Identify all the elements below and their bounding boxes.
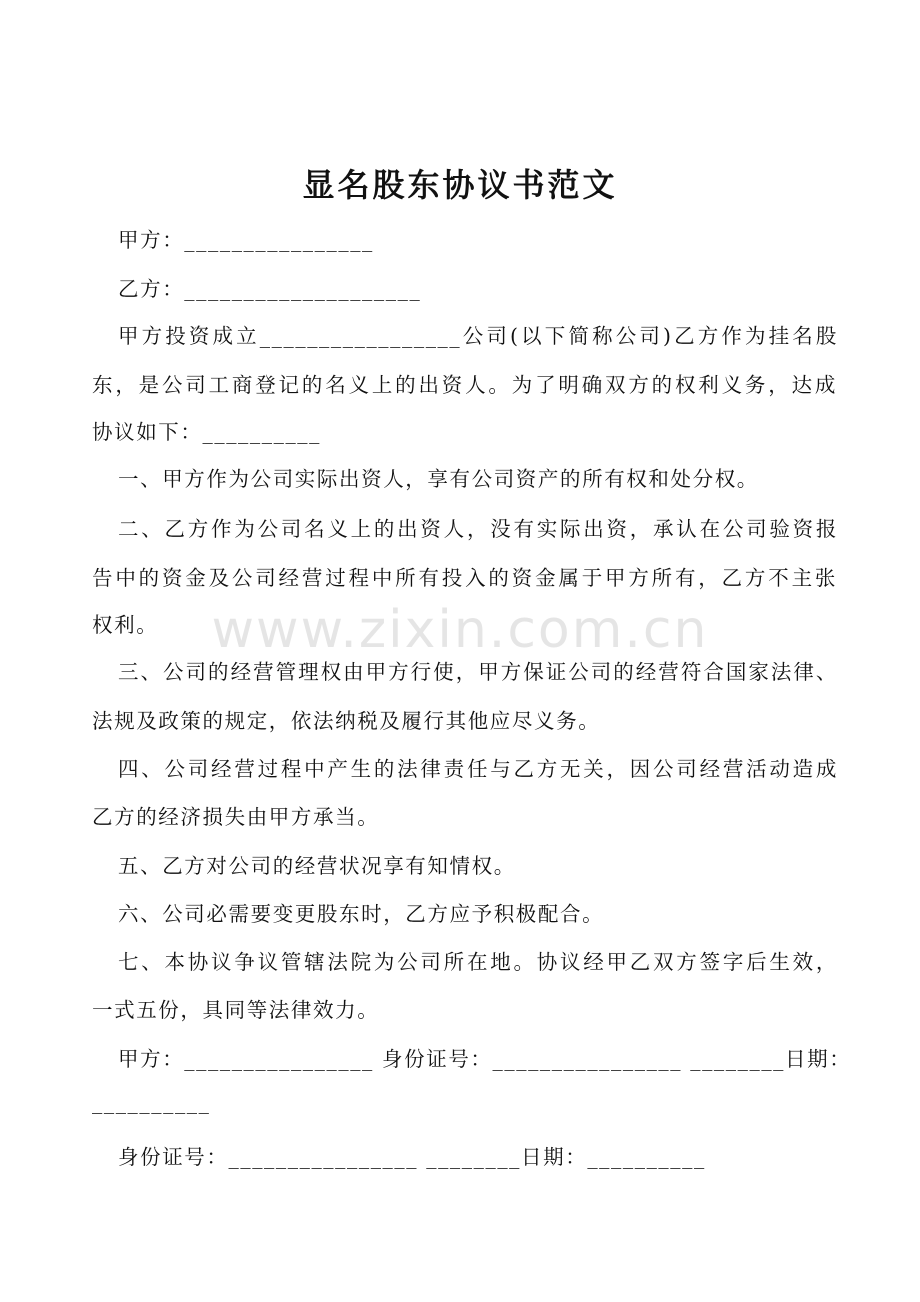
clause-7-line-1: 七、本协议争议管辖法院为公司所在地。协议经甲乙双方签字后生效，	[118, 950, 838, 974]
clause-5: 五、乙方对公司的经营状况享有知情权。	[118, 854, 516, 878]
intro-paragraph-line-2: 东，是公司工商登记的名义上的出资人。为了明确双方的权利义务，达成	[92, 373, 837, 397]
clause-7-line-2: 一式五份，具同等法律效力。	[92, 998, 380, 1022]
signature-date-blank: __________	[92, 1090, 211, 1114]
clause-2-line-3: 权利。	[92, 613, 159, 637]
clause-1: 一、甲方作为公司实际出资人，享有公司资产的所有权和处分权。	[118, 467, 759, 491]
document-title: 显名股东协议书范文	[302, 166, 618, 204]
signature-party-a-line: 甲方：________________ 身份证号：________________ ________日期：	[118, 1047, 852, 1071]
signature-party-b-line: 身份证号：________________ ________日期：__________	[118, 1145, 706, 1169]
party-b-line: 乙方：____________________	[118, 277, 422, 301]
clause-3-line-2: 法规及政策的规定，依法纳税及履行其他应尽义务。	[92, 709, 601, 733]
intro-paragraph-line-3: 协议如下：__________	[92, 420, 321, 444]
party-a-line: 甲方：________________	[118, 228, 374, 252]
clause-2-line-2: 告中的资金及公司经营过程中所有投入的资金属于甲方所有，乙方不主张	[92, 566, 837, 590]
clause-3-line-1: 三、公司的经营管理权由甲方行使，甲方保证公司的经营符合国家法律、	[118, 660, 838, 684]
clause-6: 六、公司必需要变更股东时，乙方应予积极配合。	[118, 902, 605, 926]
intro-paragraph-line-1: 甲方投资成立_________________公司(以下简称公司)乙方作为挂名股	[118, 324, 838, 348]
clause-4-line-2: 乙方的经济损失由甲方承当。	[92, 805, 380, 829]
watermark: www.zixin.com.cn	[211, 600, 709, 660]
clause-2-line-1: 二、乙方作为公司名义上的出资人，没有实际出资，承认在公司验资报	[118, 517, 838, 541]
clause-4-line-1: 四、公司经营过程中产生的法律责任与乙方无关，因公司经营活动造成	[118, 757, 838, 781]
